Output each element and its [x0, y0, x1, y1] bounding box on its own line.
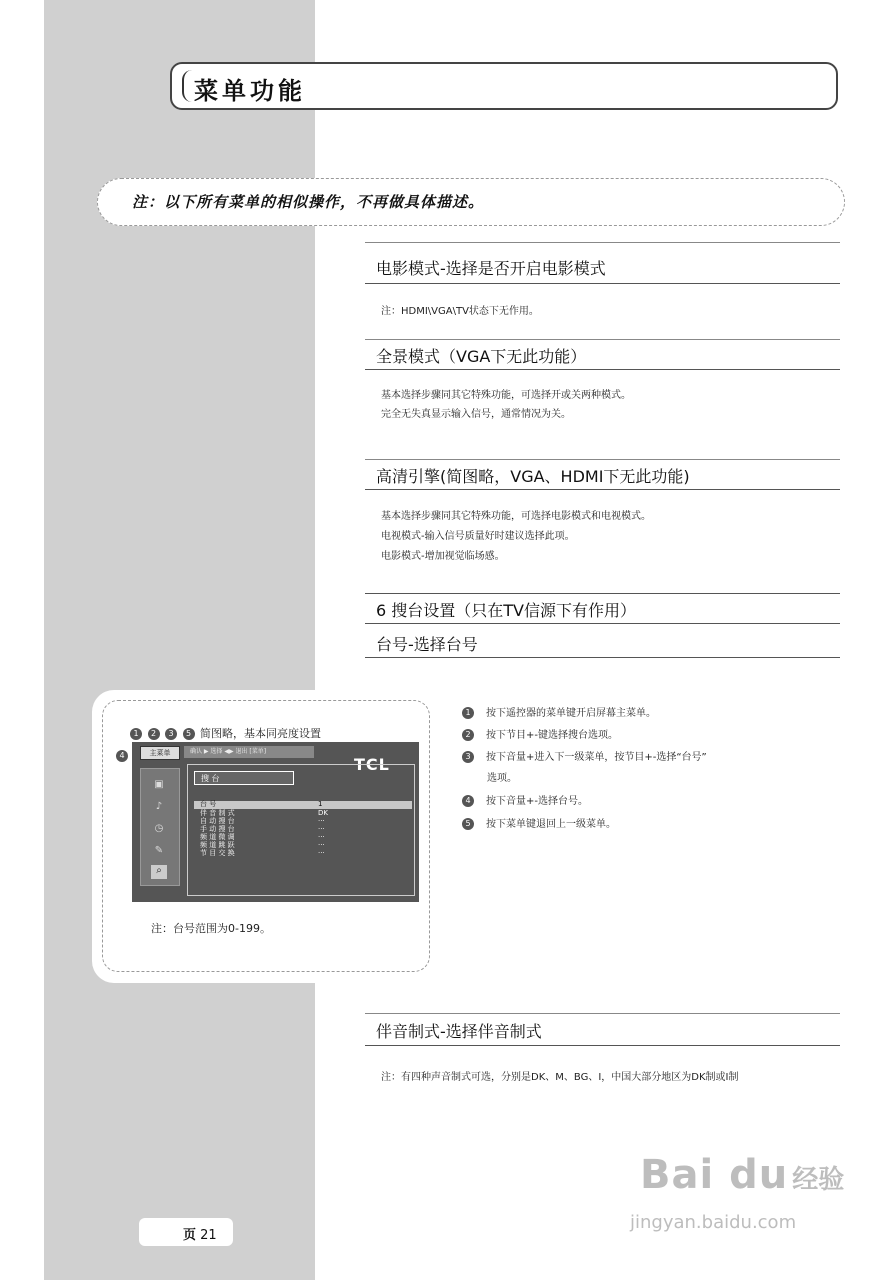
page-number: 页 21: [183, 1228, 217, 1243]
tv-menu-row: 伴 音 制 式 DK: [200, 809, 328, 817]
tv-main-menu-button: 主菜单: [140, 746, 180, 760]
step-mark: 1: [130, 728, 142, 740]
divider: [365, 283, 840, 284]
step-mark: 5: [183, 728, 195, 740]
illustration-step-header: [130, 725, 321, 741]
section-text: 基本选择步骤同其它特殊功能，可选择电影模式和电视模式。: [381, 511, 651, 522]
section-text: 完全无失真显示输入信号，通常情况为关。: [381, 409, 571, 420]
section-heading-movie-mode: 电影模式-选择是否开启电影模式: [376, 259, 606, 278]
sound-icon: ♪: [155, 801, 163, 812]
page-number-tab: [139, 1218, 233, 1246]
section-heading-audio-system: 伴音制式-选择伴音制式: [376, 1022, 542, 1041]
section-text: 电影模式-增加视觉临场感。: [381, 551, 505, 562]
divider: [365, 339, 840, 340]
step-item: 5 按下菜单键退回上一级菜单。: [462, 815, 616, 830]
tv-menu-row: 自 动 搜 台 ···: [200, 817, 325, 825]
divider: [365, 369, 840, 370]
tv-menu-row: 台 号 1: [200, 800, 323, 808]
search-icon: ⌕: [151, 865, 167, 879]
title-box: [170, 62, 838, 110]
divider: [365, 593, 840, 594]
tv-menu-row: 频 道 跳 跃 ···: [200, 841, 325, 849]
tv-menu-row: 频 道 微 调 ···: [200, 833, 325, 841]
tv-submenu-panel: [187, 764, 415, 896]
section-text: 电视模式-输入信号质量好时建议选择此项。: [381, 531, 575, 542]
step-mark: 4: [116, 750, 128, 762]
section-heading-channel-number: 台号-选择台号: [376, 635, 478, 654]
top-note-text: 注：以下所有菜单的相似操作，不再做具体描述。: [132, 193, 485, 211]
tv-selected-row-highlight: [194, 801, 412, 809]
step-item: 1 按下遥控器的菜单键开启屏幕主菜单。: [462, 704, 656, 719]
tv-menu-row: 节 目 交 换 ···: [200, 849, 325, 857]
tv-menu-row: 手 动 搜 台 ···: [200, 825, 325, 833]
section-text: 注：有四种声音制式可选，分别是DK、M、BG、I，中国大部分地区为DK制或I制: [381, 1072, 739, 1083]
tcl-logo: TCL: [354, 755, 390, 774]
illustration-header-text: 简图略，基本同亮度设置: [200, 727, 321, 740]
section-heading-channel-search: 6 搜台设置（只在TV信源下有作用）: [376, 601, 636, 620]
baidu-watermark-logo: Bai du 经验: [640, 1152, 845, 1198]
divider: [365, 242, 840, 243]
tv-left-column: [140, 746, 180, 896]
section-text: 注：HDMI\VGA\TV状态下无作用。: [381, 306, 539, 317]
tv-menu-screenshot: [132, 742, 419, 902]
baidu-watermark-url: jingyan.baidu.com: [630, 1212, 797, 1233]
divider: [365, 1013, 840, 1014]
divider: [365, 489, 840, 490]
step-mark: 3: [165, 728, 177, 740]
clock-icon: ◷: [154, 823, 164, 834]
section-heading-hd-engine: 高清引擎(简图略，VGA、HDMI下无此功能): [376, 467, 690, 486]
divider: [365, 623, 840, 624]
step-item-continued: 选项。: [487, 773, 517, 784]
page-title: 菜单功能: [194, 76, 306, 105]
section-text: 基本选择步骤同其它特殊功能，可选择开或关两种模式。: [381, 390, 631, 401]
title-bracket: [182, 70, 194, 102]
tv-submenu-title: 搜 台: [194, 771, 294, 785]
step-item: 4 按下音量+-选择台号。: [462, 792, 588, 807]
step-mark: 2: [148, 728, 160, 740]
picture-icon: ▣: [154, 779, 164, 790]
divider: [365, 1045, 840, 1046]
settings-icon: ✎: [154, 845, 164, 856]
step-item: 2 按下节目+-键选择搜台选项。: [462, 726, 618, 741]
step-mark-4-container: [116, 745, 130, 764]
divider: [365, 657, 840, 658]
channel-range-note: 注：台号范围为0-199。: [151, 922, 271, 935]
top-note-pill: [97, 178, 845, 226]
divider: [365, 459, 840, 460]
section-heading-panorama: 全景模式（VGA下无此功能）: [376, 347, 587, 366]
step-item: 3 按下音量+进入下一级菜单，按节目+-选择“台号”: [462, 748, 707, 763]
tv-icon-column: [140, 768, 180, 886]
tv-top-hint-bar: 确认 ▶ 选择 ◀▶ 退出 [菜单]: [184, 746, 314, 758]
